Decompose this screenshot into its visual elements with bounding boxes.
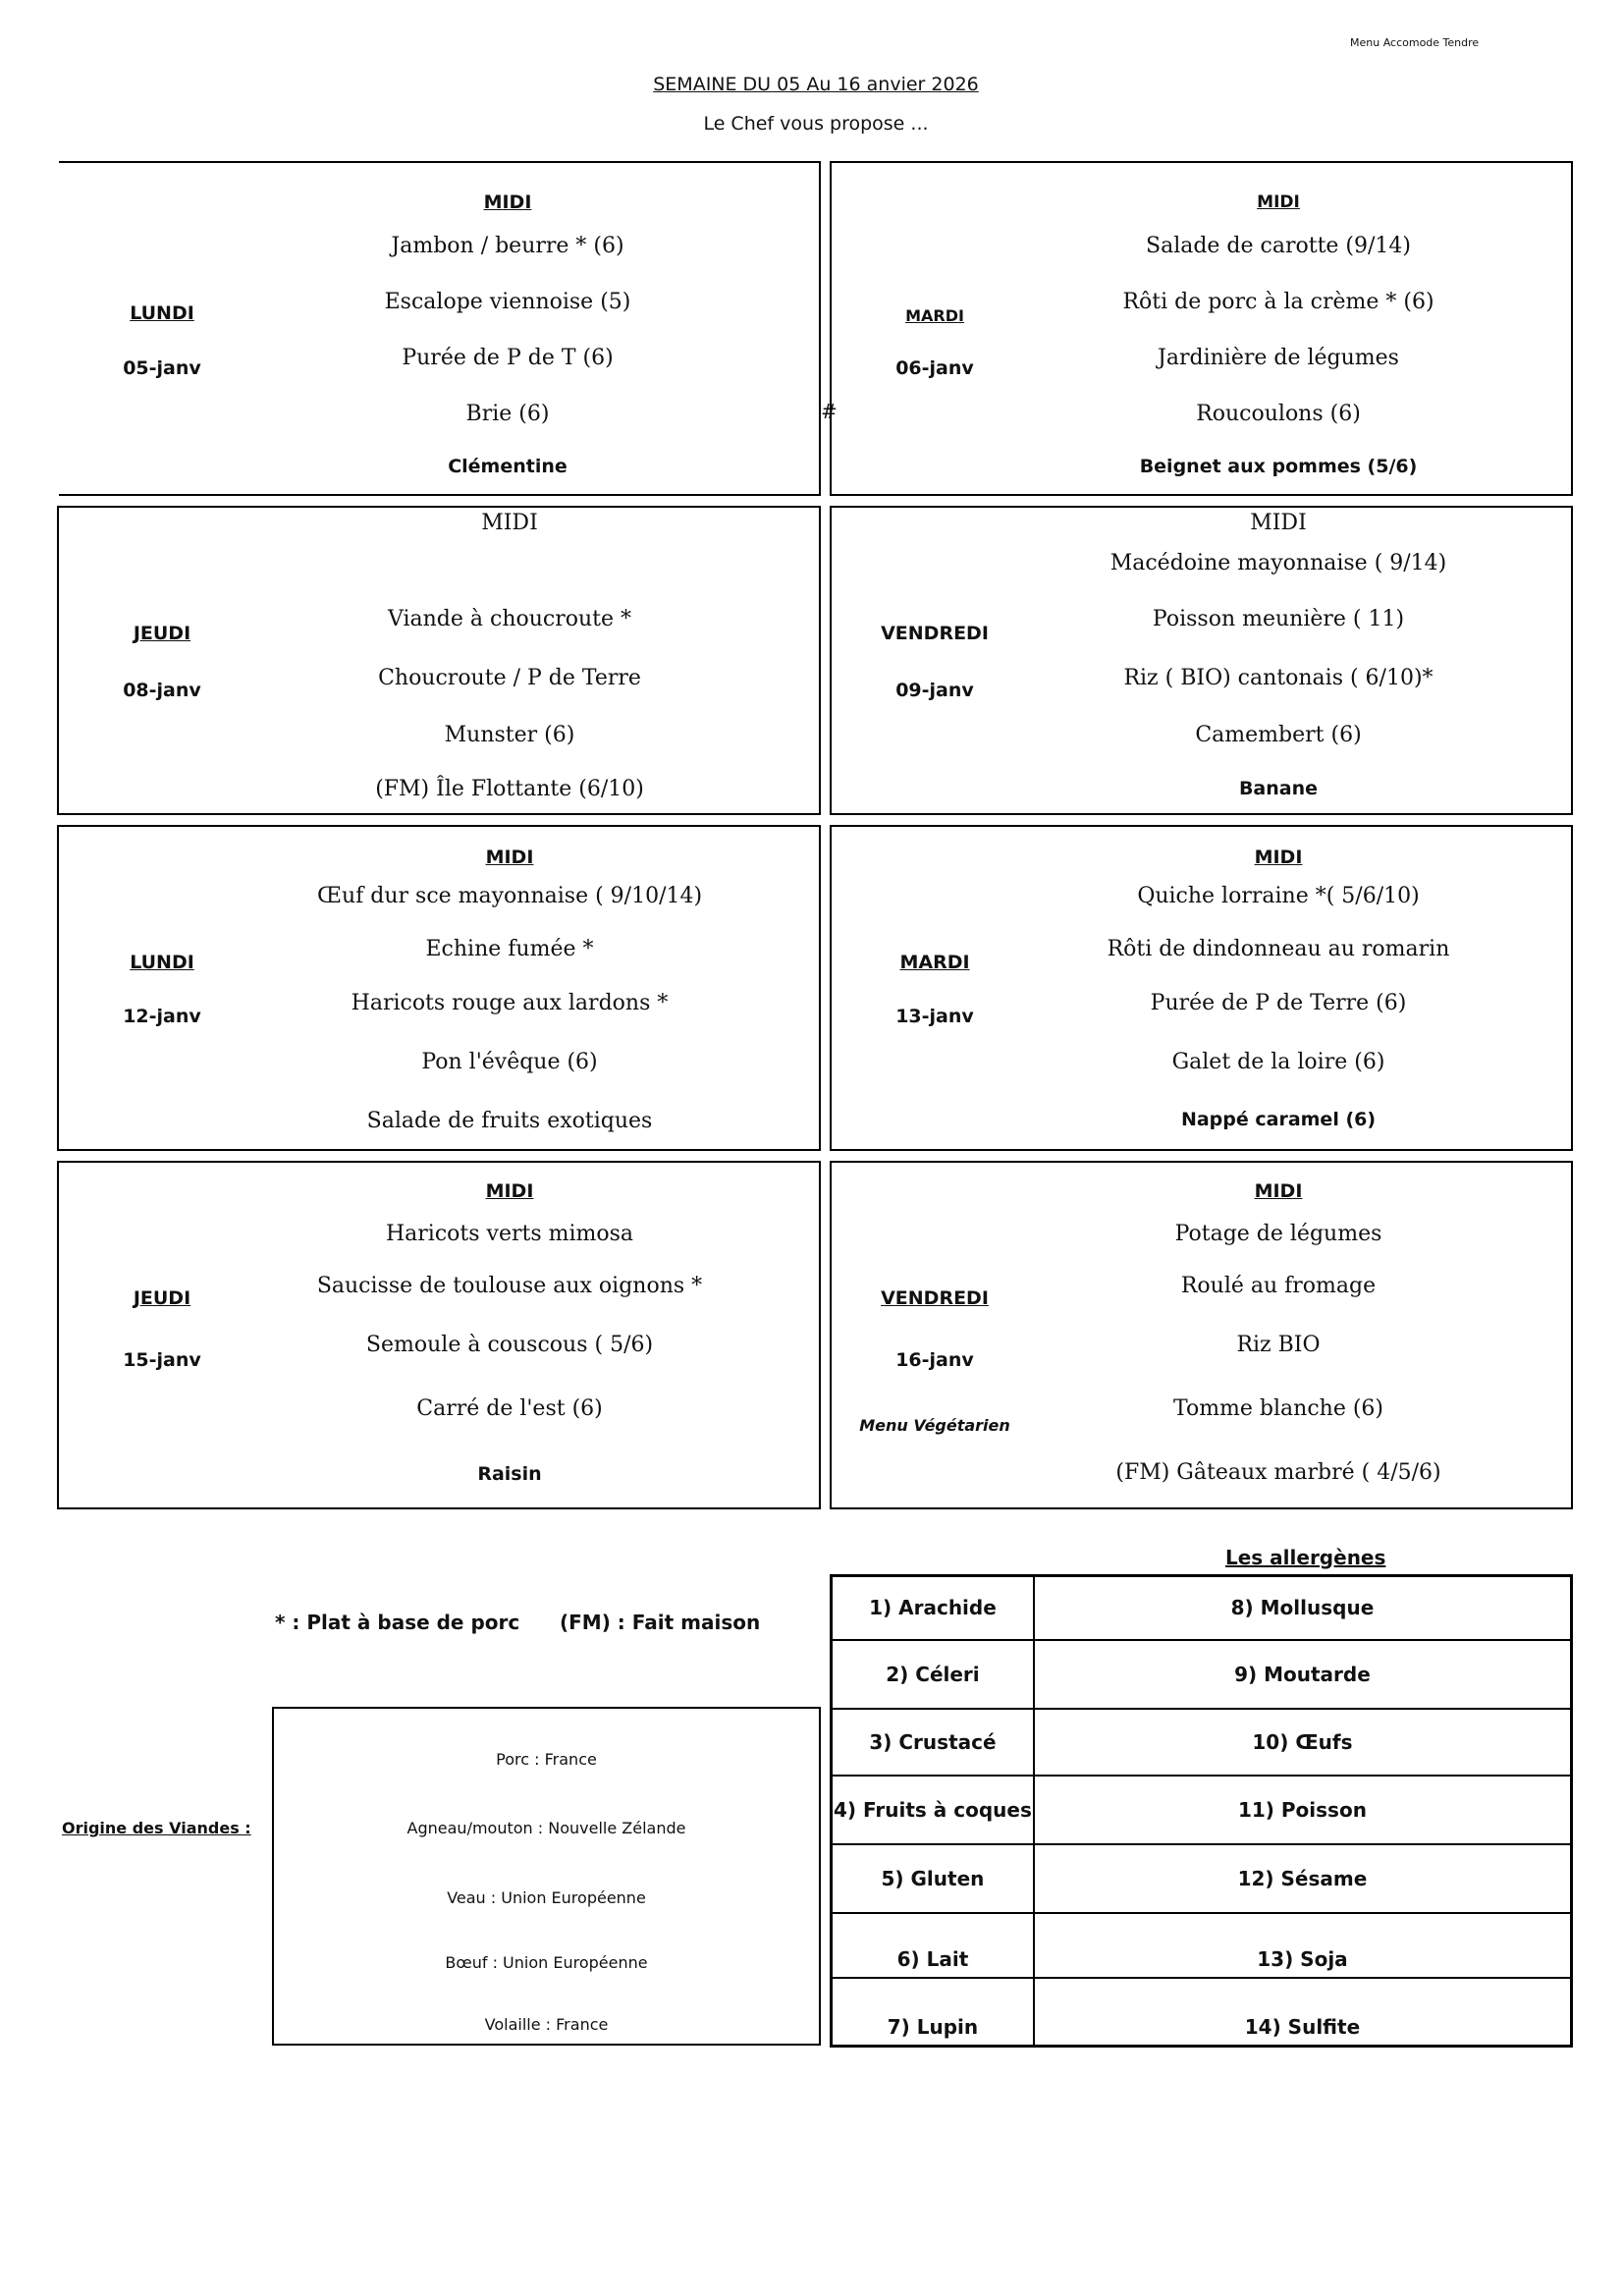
- midi-heading: MIDI: [1250, 511, 1307, 535]
- allergen-cell: 2) Céleri: [832, 1640, 1034, 1709]
- legend-porc: * : Plat à base de porc: [275, 1611, 520, 1634]
- menu-note: Menu Végétarien: [859, 1416, 1010, 1435]
- day-card: [830, 506, 1573, 815]
- menu-item: Camembert (6): [1195, 723, 1362, 747]
- allergen-cell: 12) Sésame: [1034, 1844, 1572, 1913]
- menu-item: Brie (6): [465, 402, 550, 426]
- day-card: [830, 161, 1573, 496]
- legend-fait-maison: (FM) : Fait maison: [560, 1611, 761, 1634]
- menu-item: (FM) Île Flottante (6/10): [375, 777, 644, 801]
- table-row: [832, 1576, 1572, 1640]
- midi-heading: MIDI: [1254, 847, 1303, 868]
- menu-item: Rôti de dindonneau au romarin: [1107, 937, 1450, 961]
- origin-box: [272, 1707, 821, 2046]
- origin-label: Origine des Viandes :: [62, 1819, 251, 1837]
- menu-item: Echine fumée *: [425, 937, 594, 961]
- menu-item: Viande à choucroute *: [387, 607, 632, 631]
- hash-mark: #: [821, 400, 838, 423]
- origin-item: Porc : France: [496, 1750, 597, 1769]
- allergen-cell: 13) Soja: [1034, 1913, 1572, 1978]
- day-card: [57, 1161, 821, 1509]
- menu-item: Potage de légumes: [1174, 1222, 1382, 1246]
- midi-heading: MIDI: [483, 191, 532, 213]
- menu-item: Escalope viennoise (5): [384, 290, 631, 314]
- page-title: SEMAINE DU 05 Au 16 anvier 2026: [653, 74, 979, 95]
- day-card: [57, 506, 821, 815]
- dessert: Salade de fruits exotiques: [366, 1109, 653, 1133]
- table-row: [832, 1978, 1572, 2047]
- day-card: [59, 161, 821, 496]
- day-name: JEUDI: [133, 1287, 191, 1309]
- midi-heading: MIDI: [1257, 192, 1300, 212]
- allergens-table: [830, 1574, 1573, 2048]
- menu-item: Riz BIO: [1236, 1333, 1321, 1357]
- allergen-cell: 5) Gluten: [832, 1844, 1034, 1913]
- allergen-cell: 3) Crustacé: [832, 1709, 1034, 1776]
- allergen-cell: 8) Mollusque: [1034, 1576, 1572, 1640]
- dessert: Beignet aux pommes (5/6): [1139, 456, 1418, 477]
- table-row: [832, 1776, 1572, 1844]
- midi-heading: MIDI: [485, 1180, 534, 1202]
- origin-item: Veau : Union Européenne: [447, 1888, 646, 1907]
- page-subtitle: Le Chef vous propose ...: [703, 113, 929, 135]
- day-name: MARDI: [899, 952, 970, 973]
- day-date: 08-janv: [123, 680, 201, 701]
- allergen-cell: 6) Lait: [832, 1913, 1034, 1978]
- menu-item: Carré de l'est (6): [416, 1396, 603, 1421]
- table-row: [832, 1844, 1572, 1913]
- menu-type-label: Menu Accomode Tendre: [1350, 36, 1480, 49]
- day-name: VENDREDI: [881, 1287, 989, 1309]
- origin-item: Volaille : France: [484, 2015, 609, 2034]
- day-date: 12-janv: [123, 1006, 201, 1027]
- allergen-cell: 11) Poisson: [1034, 1776, 1572, 1844]
- menu-item: Semoule à couscous ( 5/6): [365, 1333, 654, 1357]
- allergen-cell: 9) Moutarde: [1034, 1640, 1572, 1709]
- allergen-cell: 1) Arachide: [832, 1576, 1034, 1640]
- day-date: 15-janv: [123, 1349, 201, 1371]
- allergen-cell: 10) Œufs: [1034, 1709, 1572, 1776]
- day-card: [57, 825, 821, 1151]
- menu-item: Rôti de porc à la crème * (6): [1122, 290, 1434, 314]
- day-name: LUNDI: [130, 952, 194, 973]
- midi-heading: MIDI: [481, 511, 538, 535]
- menu-item: Purée de P de T (6): [402, 346, 614, 370]
- menu-item: Munster (6): [444, 723, 575, 747]
- dessert: Clémentine: [448, 456, 568, 477]
- table-row: [832, 1640, 1572, 1709]
- menu-item: Jardinière de légumes: [1158, 346, 1399, 370]
- dessert: (FM) Gâteaux marbré ( 4/5/6): [1115, 1460, 1441, 1485]
- menu-item: Pon l'évêque (6): [421, 1050, 598, 1074]
- allergen-cell: 7) Lupin: [832, 1978, 1034, 2047]
- table-row: [832, 1913, 1572, 1978]
- menu-item: Roucoulons (6): [1196, 402, 1361, 426]
- menu-item: Riz ( BIO) cantonais ( 6/10)*: [1123, 666, 1434, 690]
- menu-item: Macédoine mayonnaise ( 9/14): [1109, 551, 1447, 575]
- dessert: Banane: [1238, 778, 1319, 799]
- day-name: VENDREDI: [881, 623, 989, 644]
- allergens-title: Les allergènes: [1225, 1546, 1386, 1569]
- menu-item: Purée de P de Terre (6): [1150, 991, 1407, 1015]
- menu-item: Salade de carotte (9/14): [1146, 234, 1411, 258]
- day-card: [830, 825, 1573, 1151]
- midi-heading: MIDI: [485, 847, 534, 868]
- menu-item: Haricots rouge aux lardons *: [351, 991, 669, 1015]
- dessert: Nappé caramel (6): [1180, 1109, 1377, 1130]
- day-name: MARDI: [905, 306, 964, 325]
- table-row: [832, 1709, 1572, 1776]
- menu-item: Poisson meunière ( 11): [1152, 607, 1405, 631]
- menu-item: Quiche lorraine *( 5/6/10): [1137, 884, 1420, 908]
- allergen-cell: 4) Fruits à coques: [832, 1776, 1034, 1844]
- menu-item: Œuf dur sce mayonnaise ( 9/10/14): [316, 884, 703, 908]
- origin-item: Agneau/mouton : Nouvelle Zélande: [406, 1819, 686, 1837]
- day-date: 05-janv: [123, 357, 201, 379]
- day-date: 16-janv: [895, 1349, 974, 1371]
- menu-item: Saucisse de toulouse aux oignons *: [316, 1274, 703, 1298]
- menu-item: Choucroute / P de Terre: [378, 666, 641, 690]
- menu-item: Roulé au fromage: [1180, 1274, 1377, 1298]
- day-date: 13-janv: [895, 1006, 974, 1027]
- day-name: JEUDI: [133, 623, 191, 644]
- midi-heading: MIDI: [1254, 1180, 1303, 1202]
- dessert: Raisin: [477, 1463, 542, 1485]
- day-date: 06-janv: [895, 357, 974, 379]
- menu-item: Haricots verts mimosa: [385, 1222, 634, 1246]
- menu-item: Jambon / beurre * (6): [391, 234, 624, 258]
- menu-item: Tomme blanche (6): [1172, 1396, 1384, 1421]
- menu-item: Galet de la loire (6): [1171, 1050, 1385, 1074]
- day-date: 09-janv: [895, 680, 974, 701]
- day-name: LUNDI: [130, 302, 194, 324]
- day-card: [830, 1161, 1573, 1509]
- origin-item: Bœuf : Union Européenne: [445, 1953, 648, 1972]
- allergen-cell: 14) Sulfite: [1034, 1978, 1572, 2047]
